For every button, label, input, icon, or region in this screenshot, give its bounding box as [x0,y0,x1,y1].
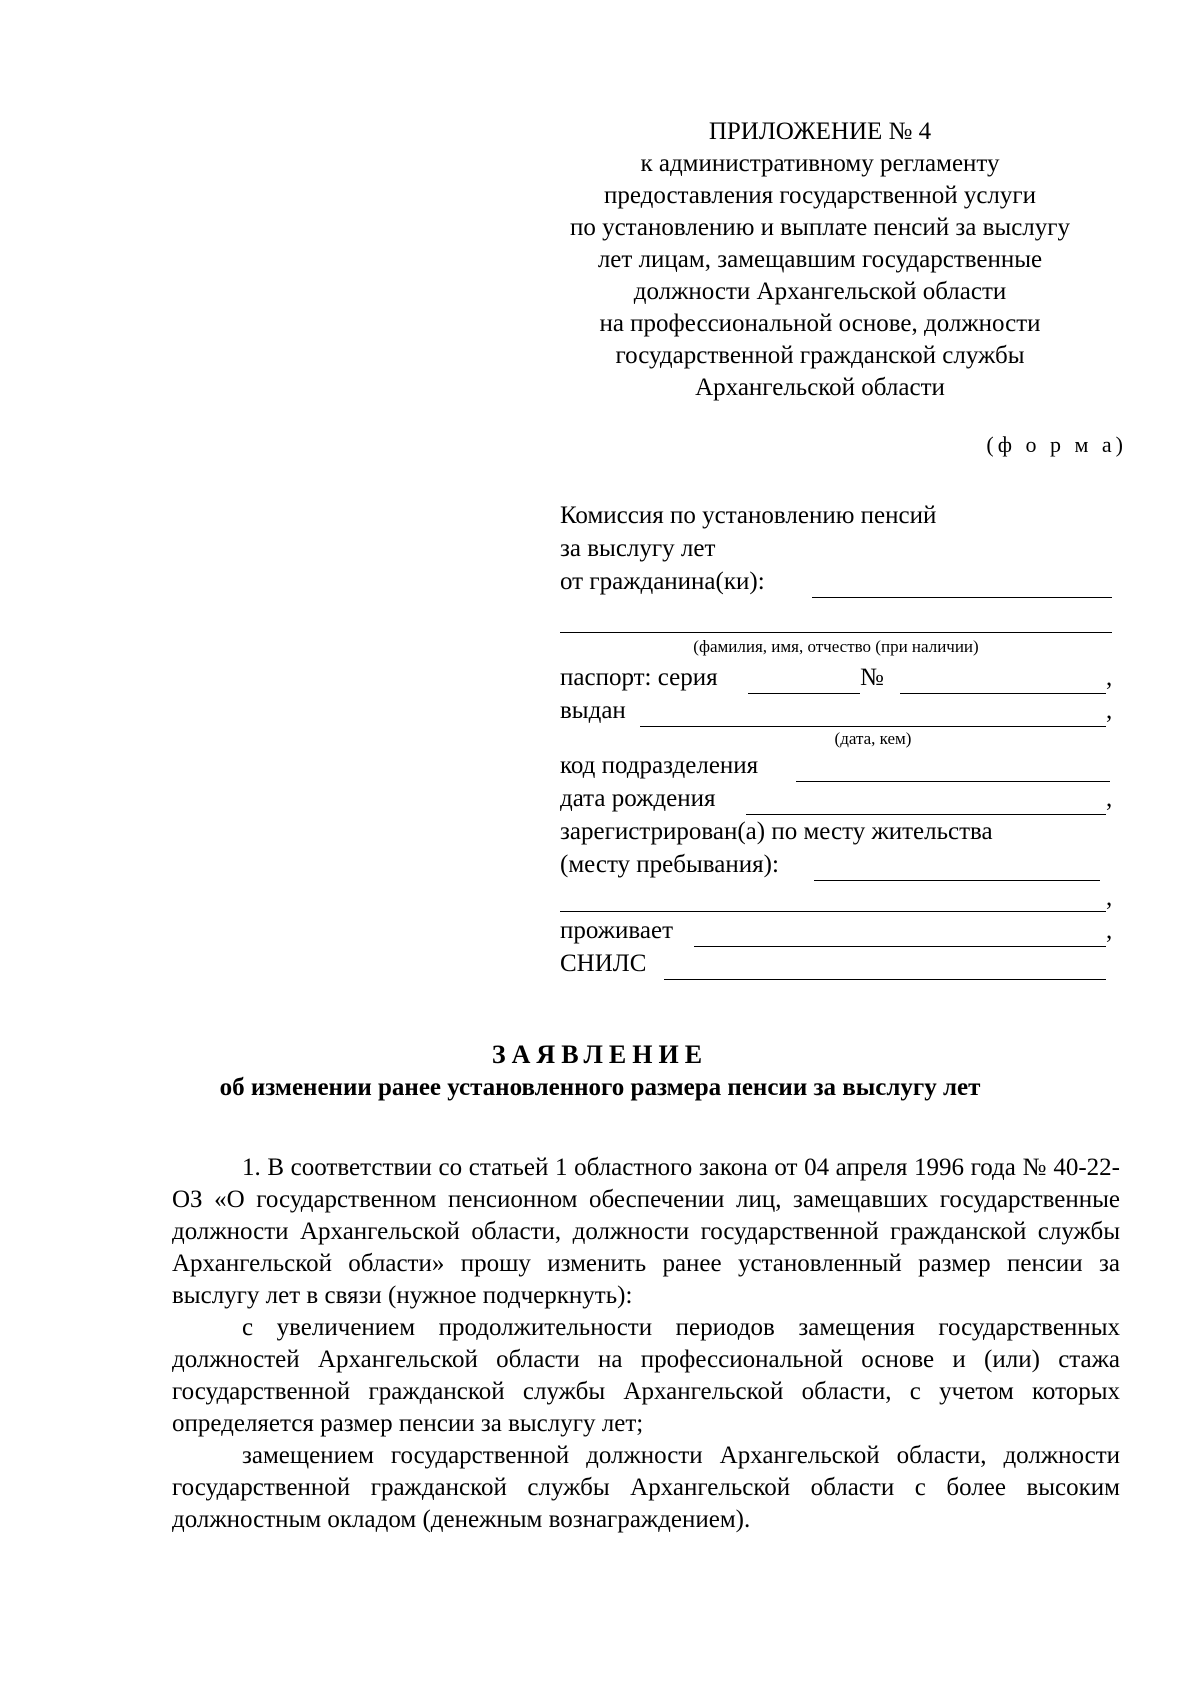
document-body [172,1152,1120,1536]
comma: , [1106,664,1113,691]
appendix-title: ПРИЛОЖЕНИЕ № 4 [708,118,932,145]
form-marker: (ф о р м а) [986,432,1127,457]
body-paragraph: 1. В соответствии со статьей 1 областного закона от 04 апреля 1996 года № 40-22-ОЗ «О государственном пенсионном обеспечении лиц, замещавших государственные должности Архангельской области, должности государственной гражданской службы Архангельской области» прошу изменить ранее установленный размер пенсии за выслугу лет в связи (нужное подчеркнуть): [172,1154,1120,1309]
appendix-line: лет лицам, замещавшим государственные [597,246,1043,273]
comma: , [1106,917,1113,944]
appendix-header [520,116,1120,404]
passport-number-label: № [860,664,884,691]
stay-field[interactable] [814,880,1100,881]
address-field[interactable] [560,911,1106,912]
stay-label: (месту пребывания): [560,851,779,878]
addressee-line-1: Комиссия по установлению пенсий [560,502,937,529]
comma: , [1106,785,1113,812]
division-code-field[interactable] [796,781,1110,782]
appendix-line: предоставления государственной услуги [603,182,1037,209]
addressee-line-2: за выслугу лет [560,535,716,562]
document-title: ЗАЯВЛЕНИЕ [491,1040,709,1069]
fio-field[interactable] [560,632,1112,633]
issued-caption: (дата, кем) [834,729,912,748]
birth-date-field[interactable] [746,814,1106,815]
document-subtitle: об изменении ранее установленного размера пенсии за выслугу лет [219,1074,981,1101]
fio-caption: (фамилия, имя, отчество (при наличии) [693,637,979,656]
appendix-line: Архангельской области [695,374,945,401]
body-paragraph: замещением государственной должности Архангельской области, должности государственной гражданской службы Архангельской области с более высоким должностным окладом (денежным вознаграждением). [172,1442,1120,1533]
from-name-field[interactable] [812,597,1112,598]
appendix-line: к административному регламенту [640,150,1000,177]
from-label: от гражданина(ки): [560,568,765,595]
comma: , [1106,884,1113,911]
snils-field[interactable] [664,979,1106,980]
comma: , [1106,697,1113,724]
passport-series-label: паспорт: серия [560,664,718,691]
snils-label: СНИЛС [560,950,647,977]
resides-field[interactable] [694,946,1106,947]
birth-date-label: дата рождения [560,785,716,812]
appendix-line: по установлению и выплате пенсий за выслугу [569,214,1071,241]
appendix-line: на профессиональной основе, должности [599,310,1041,337]
passport-number-field[interactable] [900,693,1106,694]
issued-label: выдан [560,697,626,724]
registered-label: зарегистрирован(а) по месту жительства [560,818,993,845]
appendix-line: государственной гражданской службы [615,342,1025,369]
resides-label: проживает [560,917,674,944]
passport-series-field[interactable] [748,693,860,694]
division-code-label: код подразделения [560,752,759,779]
appendix-line: должности Архангельской области [633,278,1007,305]
issued-field[interactable] [640,726,1106,727]
body-paragraph: с увеличением продолжительности периодов замещения государственных должностей Архангельской области на профессиональной основе и (или) стажа государственной гражданской службы Архангельской области, с учетом которых определяется размер пенсии за выслугу лет; [172,1314,1120,1437]
